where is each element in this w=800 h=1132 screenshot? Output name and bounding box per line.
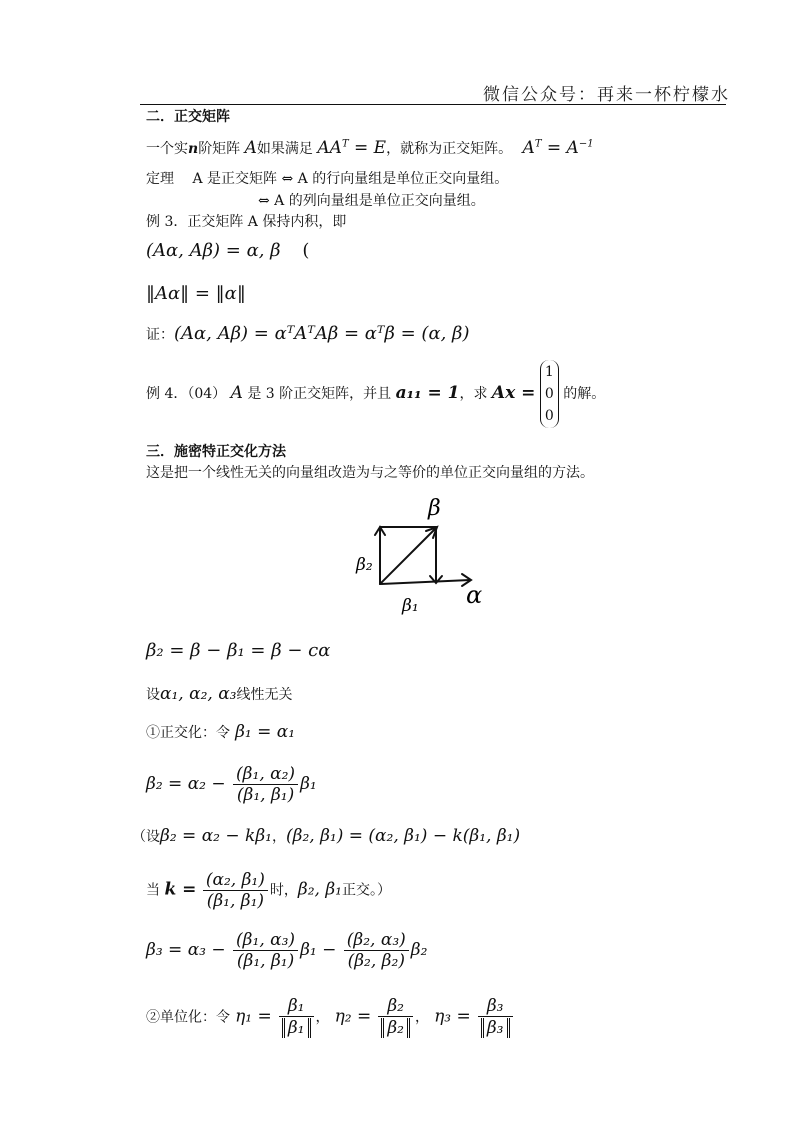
proof-eq: (Aα, Aβ) = αᵀAᵀAβ = αᵀβ = (α, β) xyxy=(174,323,470,344)
eta1-lhs: η₁ = xyxy=(235,1006,272,1027)
orthogonalization-diagram xyxy=(350,498,520,623)
b3-lhs: β₃ = α₃ − xyxy=(146,940,226,960)
header-rule xyxy=(140,104,726,105)
note2-line xyxy=(146,870,391,911)
section-title-orthogonal-matrix: 二．正交矩阵 xyxy=(146,109,230,125)
eta2-fraction xyxy=(378,996,413,1038)
eta1-num: β₁ xyxy=(279,996,314,1017)
section-title-schmidt: 三．施密特正交化方法 xyxy=(146,444,286,460)
example3-proof xyxy=(146,323,469,344)
def-cond: 如果满足 xyxy=(256,141,313,157)
step1-eq: β₁ = α₁ xyxy=(235,722,296,742)
beta-diagonal-line xyxy=(380,528,436,584)
inv-A: A xyxy=(522,138,535,158)
label-beta: β xyxy=(428,498,441,521)
step2-label: ②单位化：令 xyxy=(146,1009,230,1026)
b3-fraction-2 xyxy=(344,930,409,971)
assume-vars: α₁, α₂, α₃ xyxy=(160,684,237,704)
ex4-pre: 例 4．（04） xyxy=(146,386,227,402)
ex4-cond: a₁₁ = 1 xyxy=(395,383,460,403)
sep2: ， xyxy=(415,1009,429,1026)
note1-comma: ， xyxy=(272,829,286,845)
vec-entry-2: 0 xyxy=(544,386,554,402)
b3-num1: (β₁, α₃) xyxy=(233,930,298,951)
assumption-line xyxy=(146,684,293,704)
b2-num: (β₁, α₂) xyxy=(233,764,298,785)
inner-product-eq: (Aα, Aβ) = α, β xyxy=(146,240,281,261)
vec-entry-3: 0 xyxy=(544,408,554,424)
eta3-fraction xyxy=(478,996,513,1038)
example3-norm: ‖Aα‖ = ‖α‖ xyxy=(146,283,246,304)
example3-inner-product xyxy=(146,240,309,261)
proof-label: 证： xyxy=(146,327,174,343)
ex4-lhs: Ax = xyxy=(491,383,536,403)
b2-fraction xyxy=(233,764,298,805)
note2-pre: 当 xyxy=(146,882,160,899)
column-vector xyxy=(540,360,559,428)
k-den: (β₁, β₁) xyxy=(206,891,265,911)
def-A: A xyxy=(244,138,257,158)
eta1-den: β₁ xyxy=(282,1018,311,1038)
eta2-lhs: η₂ = xyxy=(334,1006,372,1027)
theorem-label: 定理 xyxy=(146,171,174,187)
theorem-line-1 xyxy=(146,168,508,188)
k-num: (α₂, β₁) xyxy=(203,870,268,891)
ex4-mid: 是 3 阶正交矩阵，并且 xyxy=(247,386,392,402)
schmidt-intro: 这是把一个线性无关的向量组改造为与之等价的单位正交向量组的方法。 xyxy=(146,465,594,481)
note2-post: 正交。） xyxy=(341,882,391,899)
beta3-formula xyxy=(146,930,427,971)
b3-num2: (β₂, α₃) xyxy=(344,930,409,951)
def-T: T xyxy=(341,138,349,150)
def-eq: AA xyxy=(317,138,342,158)
ex4-ask: ，求 xyxy=(459,386,488,402)
def-suffix: ，就称为正交矩阵。 xyxy=(386,141,513,157)
k-fraction xyxy=(203,870,268,911)
ex4-A: A xyxy=(230,383,243,403)
beta2-equation: β₂ = β − β₁ = β − cα xyxy=(146,640,331,661)
assume-post: 线性无关 xyxy=(236,687,293,703)
watermark-header: 微信公众号：再来一杯柠檬水 xyxy=(483,85,730,105)
b2-den: (β₁, β₁) xyxy=(236,785,295,805)
note1-line xyxy=(132,826,520,846)
note1-eq2: (β₂, β₁) = (α₂, β₁) − k(β₁, β₁) xyxy=(286,826,521,846)
eta3-den: β₃ xyxy=(481,1018,510,1038)
b2-lhs: β₂ = α₂ − xyxy=(146,774,226,794)
ex4-suffix: 的解。 xyxy=(563,386,606,402)
eta3-num: β₃ xyxy=(478,996,513,1017)
step1-label: ①正交化：令 xyxy=(146,725,230,741)
note2-k: k = xyxy=(164,879,197,900)
label-alpha: α xyxy=(466,581,483,609)
beta2-formula xyxy=(146,764,317,805)
theorem-row: A 是正交矩阵 ⇔ A 的行向量组是单位正交向量组。 xyxy=(192,171,509,187)
eta3-lhs: η₃ = xyxy=(434,1006,471,1027)
definition-line xyxy=(146,138,594,158)
vector-sketch xyxy=(350,498,520,623)
step1-line xyxy=(146,722,295,742)
eta2-num: β₂ xyxy=(378,996,413,1017)
alpha-axis-line xyxy=(380,580,470,584)
theorem-column: ⇔ A 的列向量组是单位正交向量组。 xyxy=(258,193,485,209)
sep1: ， xyxy=(315,1009,330,1026)
assume-pre: 设 xyxy=(146,687,160,703)
note1-eq1: β₂ = α₂ − kβ₁ xyxy=(160,826,272,846)
b3-den2: (β₂, β₂) xyxy=(347,951,405,971)
eta2-den: β₂ xyxy=(381,1018,410,1038)
b3-t2: β₂ xyxy=(410,940,428,960)
eta1-fraction xyxy=(279,996,314,1038)
vec-entry-1: 1 xyxy=(544,364,554,380)
note2-pair: β₂, β₁ xyxy=(297,879,342,900)
def-mid: 阶矩阵 xyxy=(198,141,241,157)
inv-exp: −1 xyxy=(578,138,594,150)
b3-den1: (β₁, β₁) xyxy=(236,951,295,971)
label-beta2: β₂ xyxy=(356,555,373,575)
b3-fraction-1 xyxy=(233,930,298,971)
step2-line xyxy=(146,996,515,1038)
b3-t1: β₁ − xyxy=(300,940,337,960)
inv-T: T xyxy=(534,138,542,150)
def-eqE: = E xyxy=(348,138,387,158)
b2-tail: β₁ xyxy=(300,774,317,794)
example3-text: 例 3．正交矩阵 A 保持内积，即 xyxy=(146,214,347,230)
example4-line xyxy=(146,360,605,428)
def-prefix: 一个实 xyxy=(146,141,188,157)
label-beta1: β₁ xyxy=(402,596,419,616)
def-n: n xyxy=(188,141,199,157)
open-paren: ( xyxy=(302,240,310,261)
note1-pre: （设 xyxy=(132,829,160,845)
inv-eq: = A xyxy=(541,138,579,158)
note2-mid: 时， xyxy=(269,882,298,899)
